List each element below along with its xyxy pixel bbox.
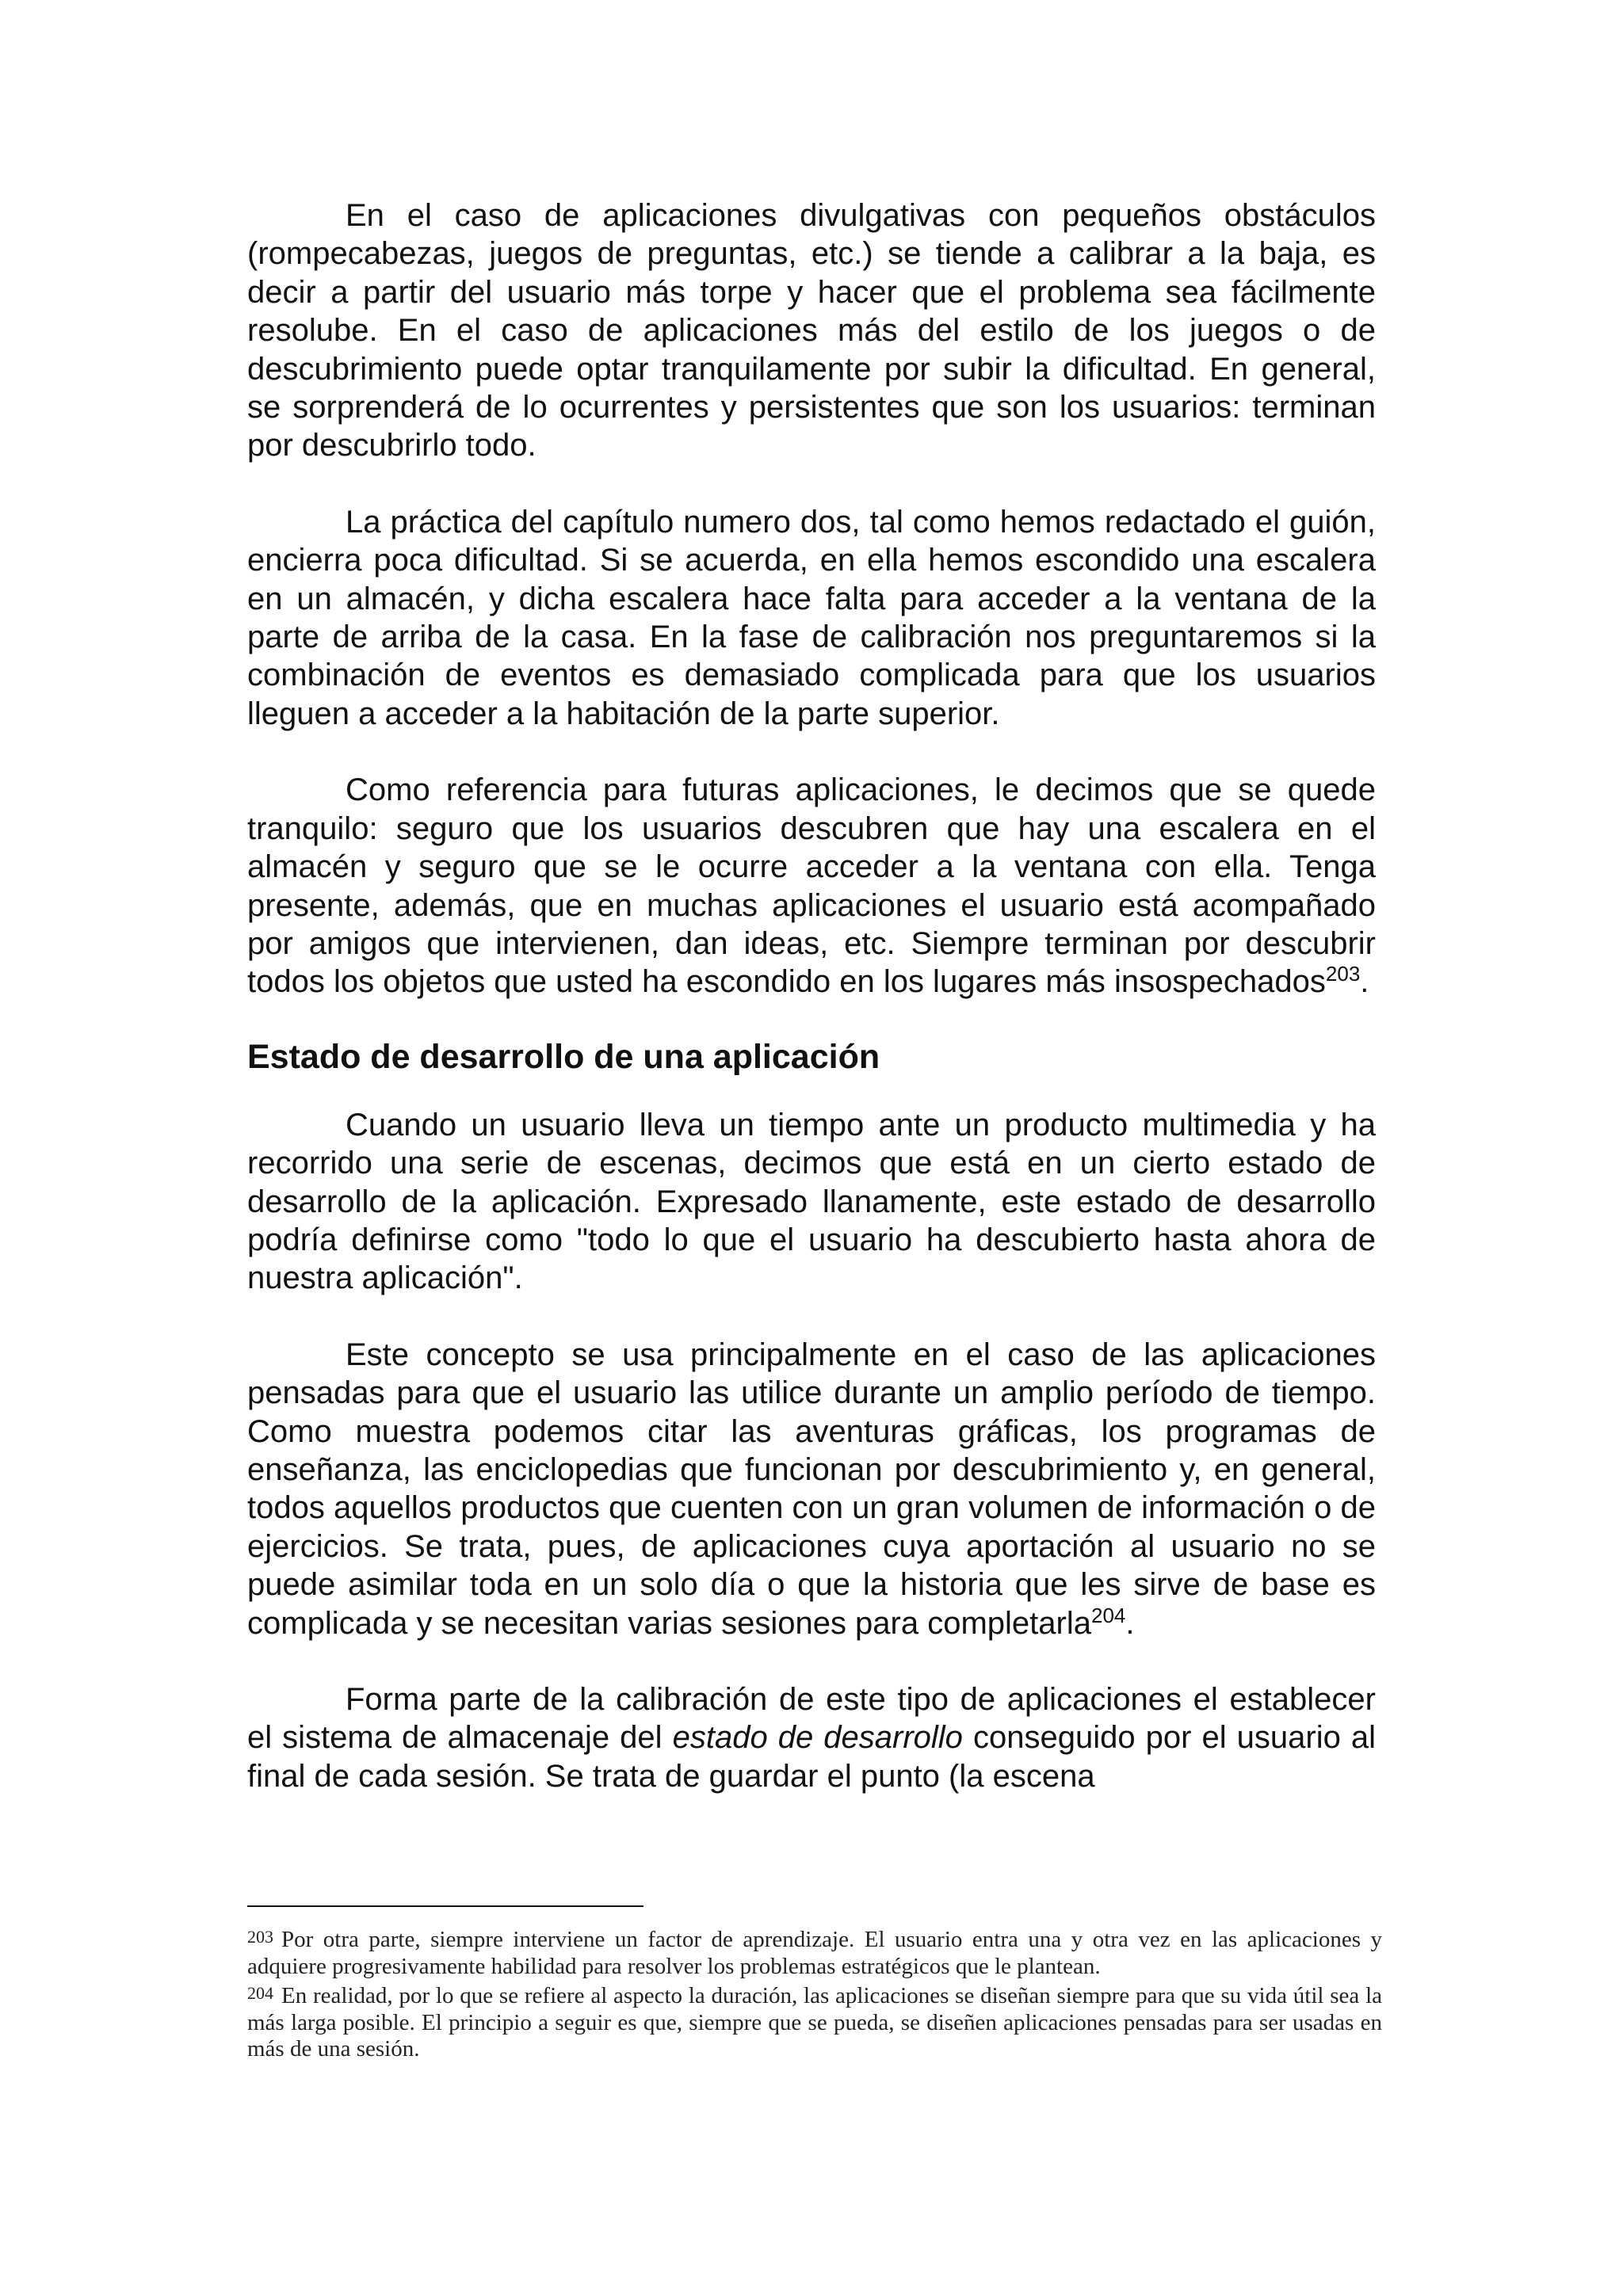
footnote-separator: [247, 1905, 643, 1907]
footnote-text: Por otra parte, siempre interviene un factor de aprendizaje. El usuario entra una y otra vez en las aplicaciones y adquiere progresivamente habilidad para resolver los problemas estratégicos que le plantean.: [247, 1927, 1382, 1979]
paragraph-future-reference: [247, 771, 1376, 1001]
paragraph-end: .: [1125, 1605, 1135, 1641]
footnote-ref-203[interactable]: 203: [1325, 962, 1361, 986]
paragraph-concept-usage: [247, 1336, 1376, 1642]
paragraph-text-continued: conseguido por el usuario al final de cada sesión. Se trata de guardar el punto (la escena: [247, 1720, 1377, 1794]
footnote-number: 203: [247, 1927, 273, 1947]
footnote-203: [247, 1924, 1382, 1980]
paragraph-storage-system: [247, 1680, 1376, 1795]
footnotes: [247, 1924, 1382, 2063]
footnote-ref-204[interactable]: 204: [1090, 1603, 1126, 1627]
footnote-204: [247, 1980, 1382, 2063]
paragraph-text: Forma parte de la calibración de este tipo de aplicaciones el establecer el sistema de almacenaje del: [247, 1682, 1376, 1756]
footnote-number: 204: [247, 1983, 273, 2003]
paragraph-calibration-intro: En el caso de aplicaciones divulgativas con pequeños obstáculos (rompecabezas, juegos de preguntas, etc.) se tiende a calibrar a la baja, es decir a partir del usuario más torpe y hacer que el problema sea fácilmente resolube. En el caso de aplicaciones más del estilo de los juegos o de descubrimiento puede optar tranquilamente por subir la dificultad. En general, se sorprenderá de lo ocurrentes y persistentes que son los usuarios: terminan por descubrirlo todo.: [247, 198, 1376, 463]
page-body: [247, 196, 1376, 1795]
footnote-text: En realidad, por lo que se refiere al aspecto la duración, las aplicaciones se diseñan siempre para que su vida útil sea la más larga posible. El principio a seguir es que, siempre que se pueda, se diseñen aplicaciones pensadas para ser usadas en más de una sesión.: [247, 1983, 1382, 2061]
paragraph-end: .: [1360, 964, 1369, 1000]
italic-term: estado de desarrollo: [672, 1720, 963, 1756]
paragraph-chapter-two-example: La práctica del capítulo numero dos, tal como hemos redactado el guión, encierra poca dificultad. Si se acuerda, en ella hemos escondido una escalera en un almacén, y dicha escalera hace falta para acceder a la ventana de la parte de arriba de la casa. En la fase de calibración nos preguntaremos si la combinación de eventos es demasiado complicada para que los usuarios lleguen a acceder a la habitación de la parte superior.: [247, 504, 1376, 731]
section-heading: Estado de desarrollo de una aplicación: [247, 1037, 880, 1076]
paragraph-development-state-definition: Cuando un usuario lleva un tiempo ante un producto multimedia y ha recorrido una serie de escenas, decimos que está en un cierto estado de desarrollo de la aplicación. Expresado llanamente, este estado de desarrollo podría definirse como "todo lo que el usuario ha descubierto hasta ahora de nuestra aplicación".: [247, 1107, 1376, 1296]
paragraph-text: Como referencia para futuras aplicaciones, le decimos que se quede tranquilo: seguro que los usuarios descubren que hay una escalera en el almacén y seguro que se le ocurre acceder a la ventana con ella. Tenga presente, además, que en muchas aplicaciones el usuario está acompañado por amigos que intervienen, dan ideas, etc. Siempre terminan por descubrir todos los objetos que usted ha escondido en los lugares más insospechados: [247, 772, 1376, 1000]
paragraph-text: Este concepto se usa principalmente en el caso de las aplicaciones pensadas para que el usuario las utilice durante un amplio período de tiempo. Como muestra podemos citar las aventuras gráficas, los programas de enseñanza, las enciclopedias que funcionan por descubrimiento y, en general, todos aquellos productos que cuenten con un gran volumen de información o de ejercicios. Se trata, pues, de aplicaciones cuya aportación al usuario no se puede asimilar toda en un solo día o que la historia que les sirve de base es complicada y se necesitan varias sesiones para completarla: [247, 1337, 1376, 1641]
